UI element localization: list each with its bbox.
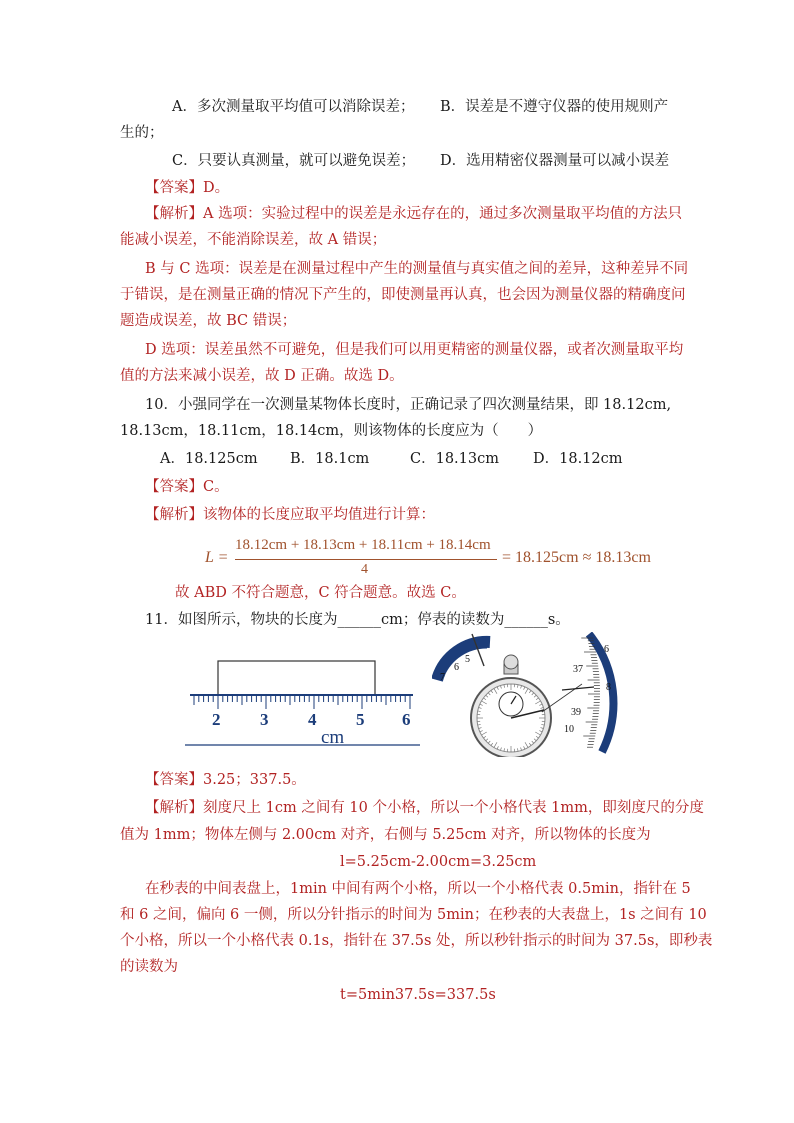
q9-analysis-6: D 选项：误差虽然不可避免，但是我们可以用更精密的测量仪器，或者次测量取平均	[145, 342, 684, 358]
answer-text: C。	[203, 479, 229, 495]
formula-rhs: = 18.125cm ≈ 18.13cm	[502, 549, 651, 566]
q10-option-c: C．18.13cm	[410, 451, 499, 467]
big-zoom-label-10: 10	[564, 724, 574, 735]
q11-analysis-2: 值为 1mm；物体左侧与 2.00cm 对齐，右侧与 5.25cm 对齐，所以物体的长度为	[120, 827, 651, 843]
q9-analysis-7: 值的方法来减小误差，故 D 正确。故选 D。	[120, 368, 404, 384]
stopwatch-figure	[432, 632, 622, 757]
big-zoom-pointer	[562, 687, 594, 690]
q11-answer	[145, 770, 306, 790]
formula-lhs: L =	[205, 549, 229, 566]
analysis-tag: 【解析】	[145, 507, 203, 523]
ruler-label-6: 6	[402, 710, 411, 729]
q11-analysis-3: l=5.25cm-2.00cm=3.25cm	[340, 854, 537, 870]
q11-analysis-4: 在秒表的中间表盘上，1min 中间有两个小格，所以一个小格代表 0.5min，指针在 5	[145, 881, 691, 897]
average-formula	[205, 537, 655, 583]
q10-option-b: B．18.1cm	[290, 451, 370, 467]
small-zoom-label-7: 7	[440, 672, 445, 683]
answer-tag: 【答案】	[145, 479, 203, 495]
analysis-text: 刻度尺上 1cm 之间有 10 个小格，所以一个小格代表 1mm，即刻度尺的分度	[203, 800, 704, 816]
ruler-label-4: 4	[308, 710, 317, 729]
big-zoom-label-6: 6	[604, 644, 609, 655]
q10-analysis-1	[145, 505, 435, 525]
q9-analysis-1	[145, 204, 682, 224]
answer-tag: 【答案】	[145, 180, 203, 196]
q10-analysis-2: 故 ABD 不符合题意，C 符合题意。故选 C。	[175, 585, 466, 601]
q9-answer	[145, 178, 229, 198]
q10-option-d: D．18.12cm	[533, 451, 623, 467]
analysis-tag: 【解析】	[145, 206, 203, 222]
answer-text: D。	[203, 180, 230, 196]
big-zoom-label-37: 37	[573, 664, 583, 675]
big-zoom-label-8: 8	[606, 682, 611, 693]
big-zoom-label-39: 39	[571, 707, 581, 718]
ruler-unit: cm	[321, 727, 345, 748]
q11-analysis-5: 和 6 之间，偏向 6 一侧，所以分针指示的时间为 5min；在秒表的大表盘上，1s 之间有 10	[120, 907, 707, 923]
small-zoom-label-5: 5	[465, 654, 470, 665]
q9-option-b-cont: 生的；	[120, 125, 164, 141]
ruler-label-2: 2	[212, 710, 221, 729]
q9-analysis-4: 于错误，是在测量正确的情况下产生的，即使测量再认真，也会因为测量仪器的精确度问	[120, 287, 686, 303]
q9-option-a: A．多次测量取平均值可以消除误差；	[172, 99, 415, 115]
answer-tag: 【答案】	[145, 772, 203, 788]
q9-option-b: B．误差是不遵守仪器的使用规则产	[440, 99, 669, 115]
q9-option-d: D．选用精密仪器测量可以减小误差	[440, 153, 670, 169]
q11-analysis-1	[145, 798, 704, 818]
q10-option-a: A．18.125cm	[160, 451, 258, 467]
ruler-label-3: 3	[260, 710, 269, 729]
q11-stem: 11．如图所示，物块的长度为______cm；停表的读数为______s。	[145, 612, 570, 628]
q10-stem-2: 18.13cm，18.11cm，18.14cm，则该物体的长度应为（ ）	[120, 423, 543, 439]
answer-text: 3.25；337.5。	[203, 772, 306, 788]
ruler-figure	[185, 655, 425, 750]
analysis-text: A 选项：实验过程中的误差是永远存在的，通过多次测量取平均值的方法只	[203, 206, 683, 222]
block-rect	[218, 661, 375, 695]
small-zoom-label-6: 6	[454, 662, 459, 673]
formula-denominator: 4	[361, 562, 368, 577]
q9-analysis-3: B 与 C 选项：误差是在测量过程中产生的测量值与真实值之间的差异，这种差异不同	[145, 261, 689, 277]
q9-option-c: C．只要认真测量，就可以避免误差；	[172, 153, 416, 169]
analysis-tag: 【解析】	[145, 800, 203, 816]
q11-analysis-6: 个小格，所以一个小格代表 0.1s，指针在 37.5s 处，所以秒针指示的时间为 37.5s，即秒表	[120, 933, 713, 949]
analysis-text: 该物体的长度应取平均值进行计算：	[203, 507, 435, 523]
q10-stem-1: 10．小强同学在一次测量某物体长度时，正确记录了四次测量结果，即 18.12cm,	[145, 397, 672, 413]
fraction-bar	[235, 559, 497, 560]
ruler-label-5: 5	[356, 710, 365, 729]
formula-numerator: 18.12cm + 18.13cm + 18.11cm + 18.14cm	[235, 537, 491, 553]
q9-analysis-2: 能减小误差，不能消除误差，故 A 错误；	[120, 232, 387, 248]
q9-analysis-5: 题造成误差，故 BC 错误；	[120, 313, 297, 329]
q10-answer	[145, 477, 229, 497]
q11-analysis-7: 的读数为	[120, 959, 178, 975]
q11-analysis-8: t=5min37.5s=337.5s	[340, 987, 496, 1003]
